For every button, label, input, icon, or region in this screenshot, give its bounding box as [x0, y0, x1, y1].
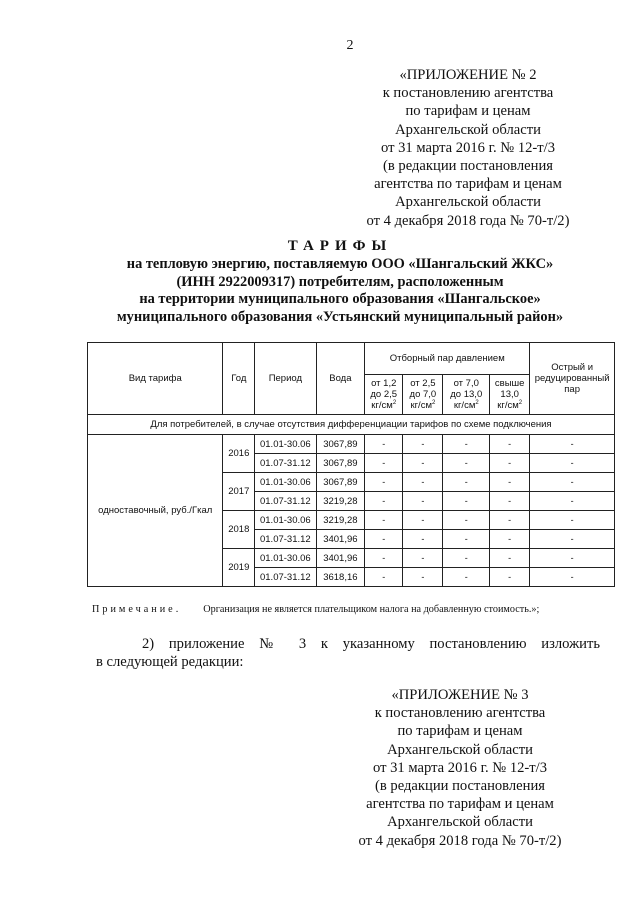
dash-cell: -: [365, 530, 403, 549]
dash-cell: -: [443, 473, 490, 492]
header-steam-col: [490, 375, 530, 415]
header-tariff-type: Вид тарифа: [88, 343, 223, 415]
document-subtitle: [80, 256, 600, 326]
appendix-line: от 31 марта 2016 г. № 12-т/3: [373, 759, 547, 776]
dash-cell: -: [443, 454, 490, 473]
steam-range: до 2,5: [370, 389, 398, 400]
year-cell: 2018: [223, 511, 255, 549]
steam-range: до 13,0: [450, 389, 483, 400]
dash-cell: -: [490, 511, 530, 530]
dash-cell: -: [365, 454, 403, 473]
header-period: Период: [255, 343, 316, 415]
appendix-line: к постановлению агентства: [382, 85, 554, 102]
dash-cell: -: [490, 454, 530, 473]
appendix-line: по тарифам и ценам: [405, 103, 531, 120]
dash-cell: -: [530, 492, 615, 511]
appendix-2-header: [348, 66, 588, 230]
appendix-line: от 4 декабря 2018 года № 70-т/2): [366, 212, 570, 229]
note-label: Примечание.: [92, 604, 182, 615]
dash-cell: -: [530, 568, 615, 587]
dash-cell: -: [490, 492, 530, 511]
header-steam-col: [365, 375, 403, 415]
appendix-line: Архангельской области: [395, 121, 541, 138]
dash-cell: -: [443, 549, 490, 568]
steam-range: от 7,0: [453, 378, 479, 389]
page-number: 2: [346, 38, 354, 53]
amendment-paragraph: [96, 635, 600, 671]
header-steam-group: Отборный пар давлением: [365, 343, 530, 375]
header-sharp-line: Острый и: [551, 362, 594, 373]
dash-cell: -: [530, 435, 615, 454]
appendix-line: «ПРИЛОЖЕНИЕ № 3: [391, 687, 529, 703]
dash-cell: -: [403, 511, 443, 530]
period-cell: 01.01-30.06: [255, 435, 316, 454]
dash-cell: -: [365, 492, 403, 511]
steam-unit: $кг/см^2$: [371, 399, 397, 411]
header-sharp-line: редуцированный: [534, 373, 610, 384]
water-value-cell: 3618,16: [316, 568, 365, 587]
dash-cell: -: [403, 530, 443, 549]
dash-cell: -: [530, 511, 615, 530]
appendix-line: Архангельской области: [387, 741, 533, 758]
dash-cell: -: [530, 473, 615, 492]
dash-cell: -: [443, 530, 490, 549]
dash-cell: -: [490, 530, 530, 549]
dash-cell: -: [365, 435, 403, 454]
water-value-cell: 3401,96: [316, 549, 365, 568]
appendix-line: Архангельской области: [395, 194, 541, 211]
appendix-3-header: [340, 686, 580, 850]
appendix-line: (в редакции постановления: [375, 778, 545, 795]
dash-cell: -: [530, 454, 615, 473]
steam-unit: $кг/см^2$: [453, 399, 479, 411]
dash-cell: -: [490, 568, 530, 587]
steam-unit: $кг/см^2$: [497, 399, 523, 411]
appendix-line: к постановлению агентства: [374, 705, 546, 722]
water-value-cell: 3067,89: [316, 454, 365, 473]
table-row: [88, 435, 615, 454]
year-cell: 2016: [223, 435, 255, 473]
water-value-cell: 3067,89: [316, 473, 365, 492]
header-water: Вода: [316, 343, 365, 415]
subtitle-line: на тепловую энергию, поставляемую ООО «Шангальский ЖКС»: [126, 256, 554, 272]
header-sharp-line: пар: [564, 384, 580, 395]
appendix-line: (в редакции постановления: [383, 158, 553, 175]
dash-cell: -: [490, 473, 530, 492]
dash-cell: -: [403, 454, 443, 473]
appendix-line: от 31 марта 2016 г. № 12-т/3: [381, 139, 555, 156]
subtitle-line: на территории муниципального образования «Шангальское»: [139, 291, 541, 308]
section-label: Для потребителей, в случае отсутствия дифференциации тарифов по схеме подключения: [88, 415, 615, 435]
appendix-line: агентства по тарифам и ценам: [374, 176, 562, 193]
header-steam-col: [443, 375, 490, 415]
subtitle-line: (ИНН 2922009317) потребителям, расположенным: [176, 273, 504, 290]
dash-cell: -: [443, 435, 490, 454]
appendix-line: агентства по тарифам и ценам: [366, 796, 554, 813]
dash-cell: -: [443, 511, 490, 530]
header-year: Год: [223, 343, 255, 415]
paragraph-line: в следующей редакции:: [96, 654, 244, 670]
year-cell: 2017: [223, 473, 255, 511]
steam-range: 13,0: [500, 389, 519, 400]
table-note: [92, 604, 612, 615]
dash-cell: -: [403, 435, 443, 454]
note-text: Организация не является плательщиком налога на добавленную стоимость.»;: [203, 604, 540, 615]
paragraph-line: 2) приложение № 3 к указанному постановлению изложить: [142, 636, 600, 652]
steam-unit: $кг/см^2$: [410, 399, 436, 411]
water-value-cell: 3219,28: [316, 511, 365, 530]
dash-cell: -: [530, 549, 615, 568]
header-sharp-steam: [530, 343, 615, 415]
dash-cell: -: [365, 568, 403, 587]
tariff-name-cell: одноставочный, руб./Гкал: [88, 435, 223, 587]
period-cell: 01.07-31.12: [255, 530, 316, 549]
appendix-line: «ПРИЛОЖЕНИЕ № 2: [399, 67, 537, 83]
dash-cell: -: [443, 568, 490, 587]
dash-cell: -: [403, 492, 443, 511]
dash-cell: -: [403, 549, 443, 568]
dash-cell: -: [403, 473, 443, 492]
steam-range: свыше: [494, 378, 525, 389]
subtitle-line: муниципального образования «Устьянский муниципальный район»: [116, 308, 564, 325]
steam-range: от 1,2: [371, 378, 397, 389]
appendix-line: Архангельской области: [387, 814, 533, 831]
period-cell: 01.07-31.12: [255, 454, 316, 473]
dash-cell: -: [443, 492, 490, 511]
year-cell: 2019: [223, 549, 255, 587]
steam-range: до 7,0: [409, 389, 437, 400]
document-title: ТАРИФЫ: [287, 238, 393, 254]
dash-cell: -: [365, 473, 403, 492]
dash-cell: -: [490, 549, 530, 568]
header-steam-col: [403, 375, 443, 415]
dash-cell: -: [365, 549, 403, 568]
dash-cell: -: [403, 568, 443, 587]
period-cell: 01.07-31.12: [255, 492, 316, 511]
appendix-line: по тарифам и ценам: [397, 723, 523, 740]
dash-cell: -: [490, 435, 530, 454]
tariff-table: [87, 342, 615, 587]
period-cell: 01.01-30.06: [255, 549, 316, 568]
period-cell: 01.07-31.12: [255, 568, 316, 587]
steam-range: от 2,5: [410, 378, 436, 389]
appendix-line: от 4 декабря 2018 года № 70-т/2): [358, 832, 562, 849]
water-value-cell: 3219,28: [316, 492, 365, 511]
water-value-cell: 3067,89: [316, 435, 365, 454]
water-value-cell: 3401,96: [316, 530, 365, 549]
dash-cell: -: [365, 511, 403, 530]
period-cell: 01.01-30.06: [255, 511, 316, 530]
dash-cell: -: [530, 530, 615, 549]
period-cell: 01.01-30.06: [255, 473, 316, 492]
